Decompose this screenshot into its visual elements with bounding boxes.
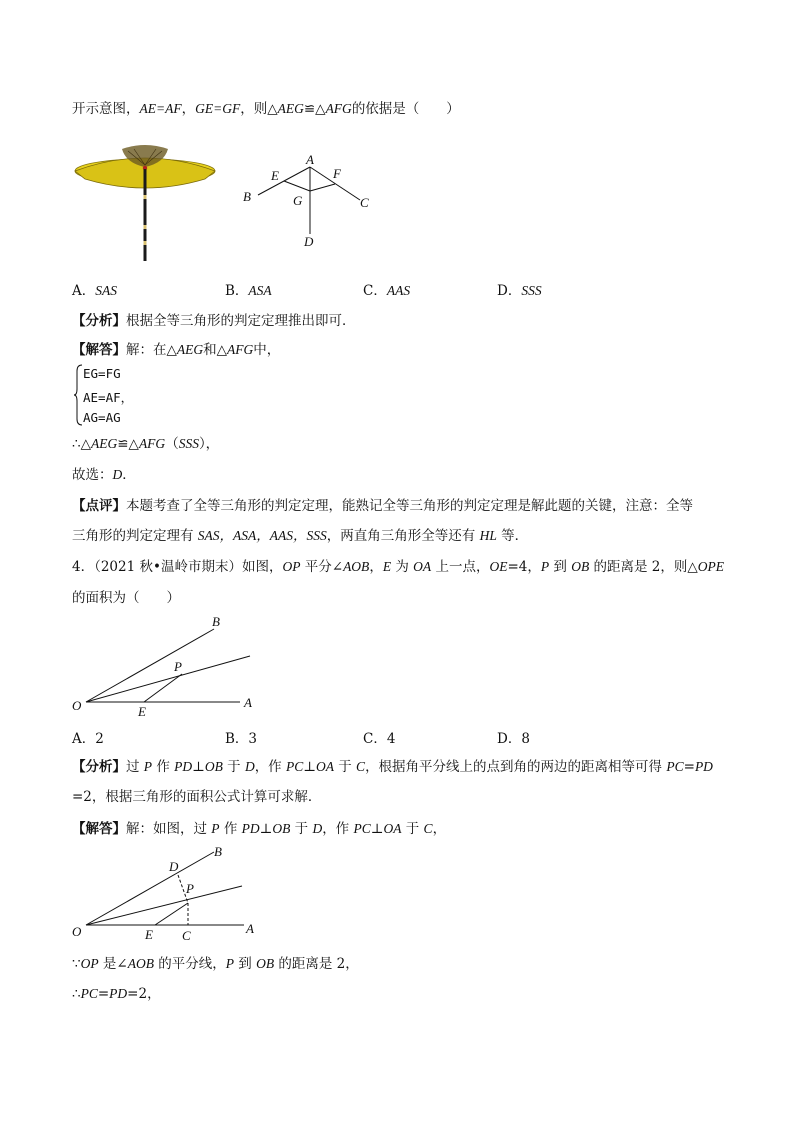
fig2-label-B: B (214, 844, 222, 859)
q3-conclusion: ∴△AEG≌△AFG（SSS）， (72, 436, 220, 452)
fig1-label-A: A (244, 695, 252, 710)
fig1-label-O: O (72, 698, 82, 713)
q4-figure (70, 612, 270, 720)
q3-stem: 开示意图，AE=AF，GE=GF，则△AEG≌△AFG的依据是（ ） (72, 101, 460, 117)
q3-option-c: C．AAS (363, 283, 411, 299)
q3-choice: 故选：D． (72, 467, 136, 483)
q4-analysis-line-1: 【分析】过 P 作 PD⊥OB 于 D，作 PC⊥OA 于 C，根据角平分线上的点到角的两边的距离相等可得 PC=PD (72, 759, 713, 775)
q4-option-c: C．4 (363, 731, 396, 747)
label-D: D (304, 234, 314, 249)
label-B: B (243, 189, 251, 204)
label-F: F (333, 166, 341, 181)
q4-therefore: ∴PC=PD=2， (72, 986, 161, 1002)
q4-option-d: D．8 (497, 731, 530, 747)
fig2-label-C: C (182, 928, 191, 943)
fig2-label-A: A (246, 921, 254, 936)
umbrella-image (74, 135, 216, 263)
fig2-label-E: E (145, 927, 153, 942)
label-G: G (293, 193, 303, 208)
q3-option-d: D．SSS (497, 283, 542, 299)
label-A: A (306, 152, 314, 167)
system-line-1: EG=FG (83, 366, 121, 381)
q3-comment-line-1: 【点评】本题考查了全等三角形的判定定理，能熟记全等三角形的判定定理是解此题的关键，注意：全等 (72, 498, 693, 514)
fig2-label-D: D (169, 859, 179, 874)
system-line-3: AG=AG (83, 410, 121, 425)
fig1-label-P: P (174, 659, 182, 674)
q4-solution-figure (70, 843, 270, 945)
fig1-label-E: E (138, 704, 146, 719)
label-E: E (271, 168, 279, 183)
q4-because: ∵OP 是∠AOB 的平分线，P 到 OB 的距离是 2， (72, 956, 359, 972)
q4-option-b: B．3 (225, 731, 258, 747)
label-C: C (360, 195, 369, 210)
fig1-label-B: B (212, 614, 220, 629)
q4-answer: 【解答】解：如图，过 P 作 PD⊥OB 于 D，作 PC⊥OA 于 C， (72, 821, 447, 837)
fig2-label-O: O (72, 924, 82, 939)
q3-answer: 【解答】解：在△AEG和△AFG中， (72, 342, 281, 358)
q3-analysis: 【分析】根据全等三角形的判定定理推出即可． (72, 313, 356, 329)
q3-figure (238, 150, 378, 250)
q4-stem-line-1: 4．（2021 秋•温岭市期末）如图，OP 平分∠AOB，E 为 OA 上一点，OE=4，P 到 OB 的距离是 2，则△OPE (72, 559, 725, 575)
fig2-label-P: P (186, 881, 194, 896)
q3-comment-line-2: 三角形的判定定理有 SAS，ASA，AAS，SSS，两直角三角形全等还有 HL 等． (72, 528, 529, 544)
q4-stem-line-2: 的面积为（ ） (72, 590, 180, 606)
q4-analysis-line-2: =2，根据三角形的面积公式计算可求解． (72, 789, 322, 805)
q3-option-b: B．ASA (225, 283, 272, 299)
q4-option-a: A．2 (72, 731, 104, 747)
q3-option-a: A．SAS (72, 283, 117, 299)
system-line-2: AE=AF， (83, 390, 134, 405)
